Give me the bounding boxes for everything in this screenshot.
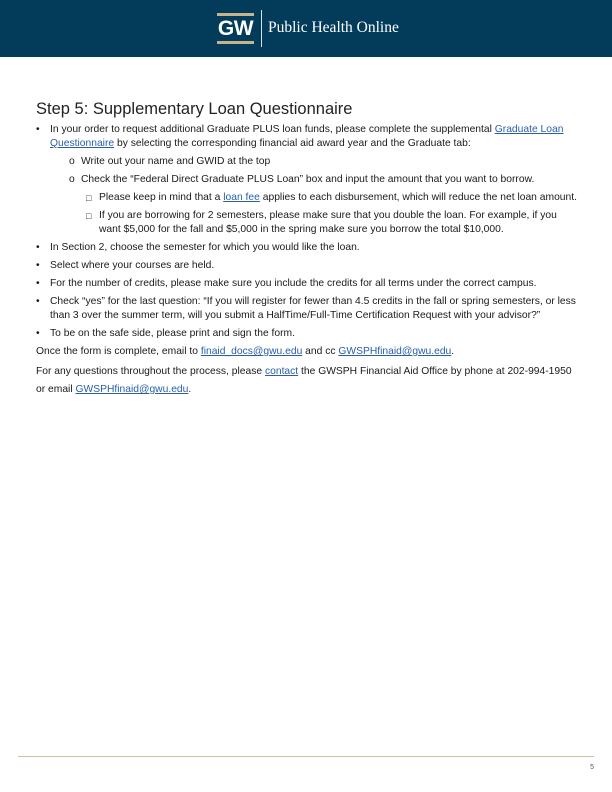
item-text: Check “yes” for the last question: “If you will register for fewer than 4.5 credits in the fall or spring semesters, or less than 3 over the summer term, will you submit a HalfTime/Full-Time Certification Request with your advisor?” xyxy=(50,296,576,321)
list-item xyxy=(36,327,581,341)
page-title: Step 5: Supplementary Loan Questionnaire xyxy=(36,100,353,118)
list-item xyxy=(36,277,581,291)
gwsph-finaid-email-link[interactable]: GWSPHfinaid@gwu.edu xyxy=(338,346,452,357)
main-content xyxy=(36,99,581,399)
bullet-icon: • xyxy=(36,242,40,253)
list-item xyxy=(36,241,581,255)
item-text: If you are borrowing for 2 semesters, please make sure that you double the loan. For example, if you want $5,000 for the fall and $5,000 in the spring make sure you borrow the total $10,000. xyxy=(99,210,557,235)
logo-bar-bottom xyxy=(217,41,254,44)
page-number: 5 xyxy=(590,764,594,771)
paragraph-text: and cc xyxy=(302,346,339,357)
bullet-icon: • xyxy=(36,296,40,307)
submission-paragraph xyxy=(36,345,581,359)
instructions-list xyxy=(36,123,581,341)
paragraph-text: the GWSPH Financial Aid Office by phone at 202-994-1950 or email xyxy=(36,366,572,395)
item-text: Please keep in mind that a xyxy=(99,192,224,203)
item-text: In Section 2, choose the semester for which you would like the loan. xyxy=(50,242,360,253)
logo-bar-top xyxy=(217,13,254,16)
brand-name: Public Health Online xyxy=(268,19,399,36)
header-divider xyxy=(261,10,262,47)
list-item xyxy=(36,173,581,237)
list-item xyxy=(36,191,581,205)
item-text: by selecting the corresponding financial aid award year and the Graduate tab: xyxy=(114,138,471,149)
item-text: In your order to request additional Graduate PLUS loan funds, please complete the supplemental xyxy=(50,124,495,135)
circle-bullet-icon: o xyxy=(69,156,75,167)
item-text: Select where your courses are held. xyxy=(50,260,215,271)
item-text: Check the “Federal Direct Graduate PLUS Loan” box and input the amount that you want to borrow. xyxy=(81,174,535,185)
contact-paragraph xyxy=(36,363,581,399)
bullet-icon: • xyxy=(36,124,40,135)
footer-divider xyxy=(18,756,594,757)
square-bullet-icon: □ xyxy=(86,211,92,221)
gw-logo[interactable] xyxy=(217,13,254,44)
bullet-icon: • xyxy=(36,328,40,339)
item-text: applies to each disbursement, which will reduce the net loan amount. xyxy=(259,192,577,203)
paragraph-text: For any questions throughout the process, please xyxy=(36,366,265,377)
item-text: For the number of credits, please make sure you include the credits for all terms under the correct campus. xyxy=(50,278,537,289)
item-text: To be on the safe side, please print and sign the form. xyxy=(50,328,295,339)
bullet-icon: • xyxy=(36,278,40,289)
circle-bullet-icon: o xyxy=(69,174,75,185)
list-item xyxy=(36,259,581,273)
paragraph-text: Once the form is complete, email to xyxy=(36,346,201,357)
contact-link[interactable]: contact xyxy=(264,366,299,377)
finaid-docs-email-link[interactable]: finaid_docs@gwu.edu xyxy=(200,346,303,357)
list-item xyxy=(36,123,581,237)
sub-sub-list xyxy=(81,191,581,237)
list-item xyxy=(36,209,581,237)
paragraph-text: . xyxy=(451,346,455,357)
list-item xyxy=(36,155,581,169)
sub-list xyxy=(50,155,581,237)
graduate-loan-questionnaire-link[interactable]: Graduate Loan Questionnaire xyxy=(50,124,564,149)
bullet-icon: • xyxy=(36,260,40,271)
paragraph-text: . xyxy=(188,384,192,395)
list-item xyxy=(36,295,581,323)
logo-text: GW xyxy=(217,17,254,40)
site-header xyxy=(0,0,612,57)
square-bullet-icon: □ xyxy=(86,193,92,203)
loan-fee-link[interactable]: loan fee xyxy=(223,192,260,203)
gwsph-finaid-email-link[interactable]: GWSPHfinaid@gwu.edu xyxy=(75,384,189,395)
item-text: Write out your name and GWID at the top xyxy=(81,156,271,167)
